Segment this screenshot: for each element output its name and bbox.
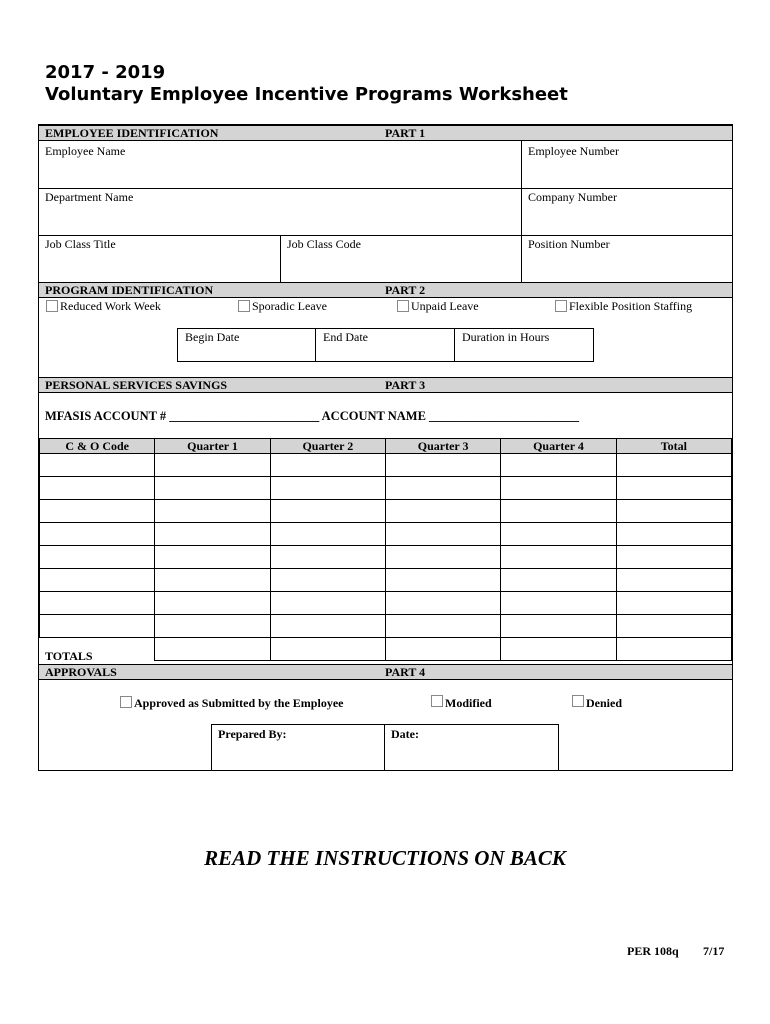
divider (521, 141, 522, 282)
table-cell[interactable] (270, 546, 385, 569)
table-cell[interactable] (616, 569, 731, 592)
table-cell[interactable] (270, 592, 385, 615)
divider (39, 235, 732, 236)
company-number-field[interactable]: Company Number (528, 190, 617, 204)
approved-checkbox[interactable] (120, 696, 132, 708)
table-row (40, 523, 732, 546)
column-header: Total (616, 439, 731, 454)
table-cell[interactable] (385, 638, 500, 661)
reduced-work-week-label: Reduced Work Week (60, 299, 161, 313)
table-cell[interactable] (385, 523, 500, 546)
table-cell[interactable] (385, 477, 500, 500)
table-cell[interactable] (385, 569, 500, 592)
approved-label: Approved as Submitted by the Employee (134, 696, 344, 710)
department-name-field[interactable]: Department Name (45, 190, 134, 204)
sporadic-leave-label: Sporadic Leave (252, 299, 327, 313)
table-cell[interactable] (501, 615, 616, 638)
table-row (40, 546, 732, 569)
prepared-by-field[interactable]: Prepared By: (218, 727, 287, 741)
date-field[interactable]: Date: (391, 727, 419, 741)
table-cell[interactable] (616, 638, 731, 661)
denied-label: Denied (586, 696, 622, 710)
job-class-title-field[interactable]: Job Class Title (45, 237, 116, 251)
table-cell[interactable] (40, 454, 155, 477)
table-cell[interactable] (501, 500, 616, 523)
table-cell[interactable] (616, 500, 731, 523)
table-row (40, 454, 732, 477)
unpaid-leave-checkbox[interactable] (397, 300, 409, 312)
table-cell[interactable] (385, 454, 500, 477)
divider (315, 328, 316, 362)
table-cell[interactable] (616, 615, 731, 638)
table-cell[interactable] (155, 523, 270, 546)
table-cell[interactable] (40, 615, 155, 638)
table-cell[interactable] (40, 569, 155, 592)
table-cell[interactable] (40, 523, 155, 546)
table-body (40, 454, 732, 661)
table-cell[interactable] (155, 546, 270, 569)
table-cell[interactable] (270, 638, 385, 661)
table-cell[interactable] (40, 592, 155, 615)
savings-table (39, 438, 732, 661)
table-cell[interactable] (616, 592, 731, 615)
sporadic-leave-checkbox[interactable] (238, 300, 250, 312)
table-cell[interactable] (616, 546, 731, 569)
table-cell[interactable] (501, 454, 616, 477)
column-header: Quarter 3 (385, 439, 500, 454)
table-cell[interactable] (270, 454, 385, 477)
page-title: Voluntary Employee Incentive Programs Worksheet (45, 84, 568, 105)
revision-date: 7/17 (703, 944, 725, 958)
begin-date-field[interactable]: Begin Date (185, 330, 240, 344)
table-cell[interactable] (501, 638, 616, 661)
table-cell[interactable] (270, 523, 385, 546)
employee-number-field[interactable]: Employee Number (528, 144, 619, 158)
worksheet-form (38, 124, 733, 771)
table-cell[interactable] (616, 477, 731, 500)
part4-section-label: APPROVALS (45, 665, 117, 679)
table-cell[interactable] (501, 546, 616, 569)
table-header-row (40, 439, 732, 454)
divider (280, 235, 281, 282)
column-header: Quarter 4 (501, 439, 616, 454)
totals-row (40, 638, 732, 661)
table-cell[interactable] (155, 500, 270, 523)
part3-section-label: PERSONAL SERVICES SAVINGS (45, 378, 228, 392)
title-years: 2017 - 2019 (45, 62, 166, 83)
table-row (40, 477, 732, 500)
table-cell[interactable] (40, 546, 155, 569)
flexible-position-staffing-label: Flexible Position Staffing (569, 299, 693, 313)
denied-checkbox[interactable] (572, 695, 584, 707)
table-cell[interactable] (616, 454, 731, 477)
table-cell[interactable] (385, 546, 500, 569)
table-cell[interactable] (385, 500, 500, 523)
table-cell[interactable] (385, 592, 500, 615)
table-cell[interactable] (40, 500, 155, 523)
table-row (40, 592, 732, 615)
divider (384, 724, 385, 771)
divider (454, 328, 455, 362)
table-row (40, 569, 732, 592)
table-cell[interactable] (501, 477, 616, 500)
part1-section-label: EMPLOYEE IDENTIFICATION (45, 126, 219, 140)
position-number-field[interactable]: Position Number (528, 237, 610, 251)
column-header: Quarter 1 (155, 439, 270, 454)
column-header: C & O Code (40, 439, 155, 454)
table-cell[interactable] (155, 615, 270, 638)
part1-part-label: PART 1 (385, 126, 426, 140)
part3-header (39, 377, 732, 393)
account-line[interactable]: MFASIS ACCOUNT # ________________________ ACCOUNT NAME ________________________ (45, 409, 580, 423)
table-row (40, 500, 732, 523)
table-cell[interactable] (501, 569, 616, 592)
table-cell[interactable] (155, 569, 270, 592)
totals-label: TOTALS (45, 649, 93, 663)
flexible-position-staffing-checkbox[interactable] (555, 300, 567, 312)
table-row (40, 615, 732, 638)
unpaid-leave-label: Unpaid Leave (411, 299, 479, 313)
table-cell[interactable] (501, 592, 616, 615)
table-cell[interactable] (616, 523, 731, 546)
table-cell[interactable] (155, 477, 270, 500)
table-cell[interactable] (40, 477, 155, 500)
part1-header (39, 125, 732, 141)
form-number: PER 108q (627, 944, 679, 958)
part2-part-label: PART 2 (385, 283, 426, 297)
divider (39, 188, 732, 189)
reduced-work-week-checkbox[interactable] (46, 300, 58, 312)
table-cell[interactable] (155, 454, 270, 477)
job-class-code-field[interactable]: Job Class Code (287, 237, 362, 251)
part2-section-label: PROGRAM IDENTIFICATION (45, 283, 214, 297)
part4-header (39, 664, 732, 680)
table-cell[interactable] (270, 477, 385, 500)
column-header: Quarter 2 (270, 439, 385, 454)
part4-part-label: PART 4 (385, 665, 426, 679)
table-cell[interactable] (270, 569, 385, 592)
table-cell[interactable] (270, 615, 385, 638)
part3-part-label: PART 3 (385, 378, 426, 392)
instructions-notice: READ THE INSTRUCTIONS ON BACK (204, 846, 566, 870)
employee-name-field[interactable]: Employee Name (45, 144, 126, 158)
table-cell[interactable] (155, 638, 270, 661)
modified-checkbox[interactable] (431, 695, 443, 707)
modified-label: Modified (445, 696, 492, 710)
table-cell[interactable] (155, 592, 270, 615)
table-cell[interactable] (270, 500, 385, 523)
end-date-field[interactable]: End Date (323, 330, 368, 344)
table-cell[interactable] (501, 523, 616, 546)
part2-header (39, 282, 732, 298)
table-cell[interactable] (385, 615, 500, 638)
duration-field[interactable]: Duration in Hours (462, 330, 550, 344)
